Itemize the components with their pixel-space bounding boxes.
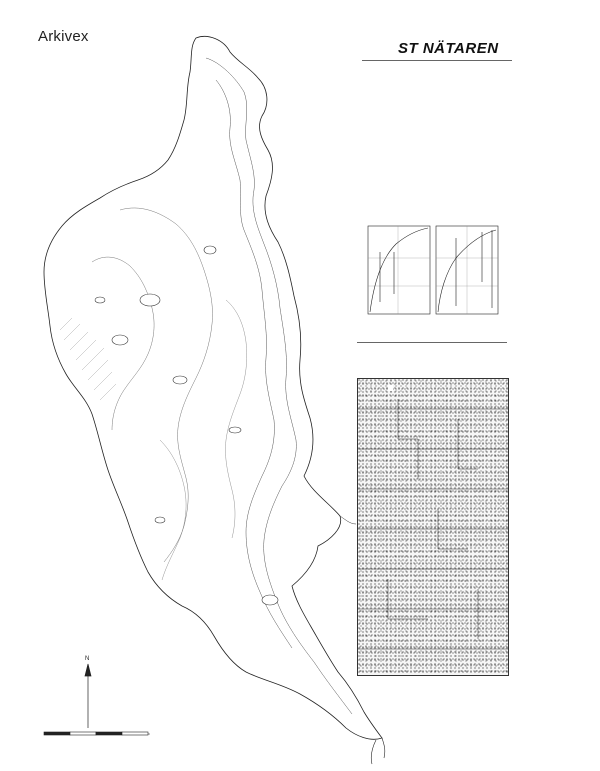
chart-legend [357, 337, 507, 343]
island [204, 246, 216, 254]
chart-caption [362, 186, 512, 197]
depth-contour [225, 300, 246, 538]
north-arrow [85, 664, 91, 728]
depth-contour [206, 58, 352, 714]
island [112, 335, 128, 345]
outflow-stream [371, 738, 385, 764]
statistics-row [362, 169, 512, 175]
area-depth-chart [368, 226, 430, 314]
depth-contour [160, 440, 186, 580]
volume-depth-chart [436, 226, 498, 314]
shallow-area-hatching [60, 318, 116, 400]
island [95, 297, 105, 303]
island [229, 427, 241, 433]
panel-connector [340, 516, 356, 524]
lake-subtitle [362, 60, 512, 68]
lake-description [362, 74, 512, 96]
island [173, 376, 187, 384]
depth-profile-caption [357, 677, 507, 682]
lake-info-panel [362, 40, 512, 197]
arkivex-watermark: Arkivex [38, 28, 89, 45]
lake-statistics-table [362, 106, 512, 175]
depth-profile-grid [358, 379, 508, 675]
scale-bar [44, 732, 150, 735]
island [262, 595, 278, 605]
depth-contour [216, 80, 292, 648]
north-arrow-label: N [85, 656, 90, 662]
depth-profile-panel [357, 378, 509, 676]
lake-shoreline [44, 36, 382, 739]
island [155, 517, 165, 523]
scale-bar-labels [44, 737, 102, 742]
depth-contour [120, 208, 213, 562]
hypsographic-charts [360, 222, 510, 332]
island [140, 294, 160, 306]
area-depth-curve [370, 228, 428, 312]
lake-title: ST NÄTAREN [398, 40, 499, 57]
